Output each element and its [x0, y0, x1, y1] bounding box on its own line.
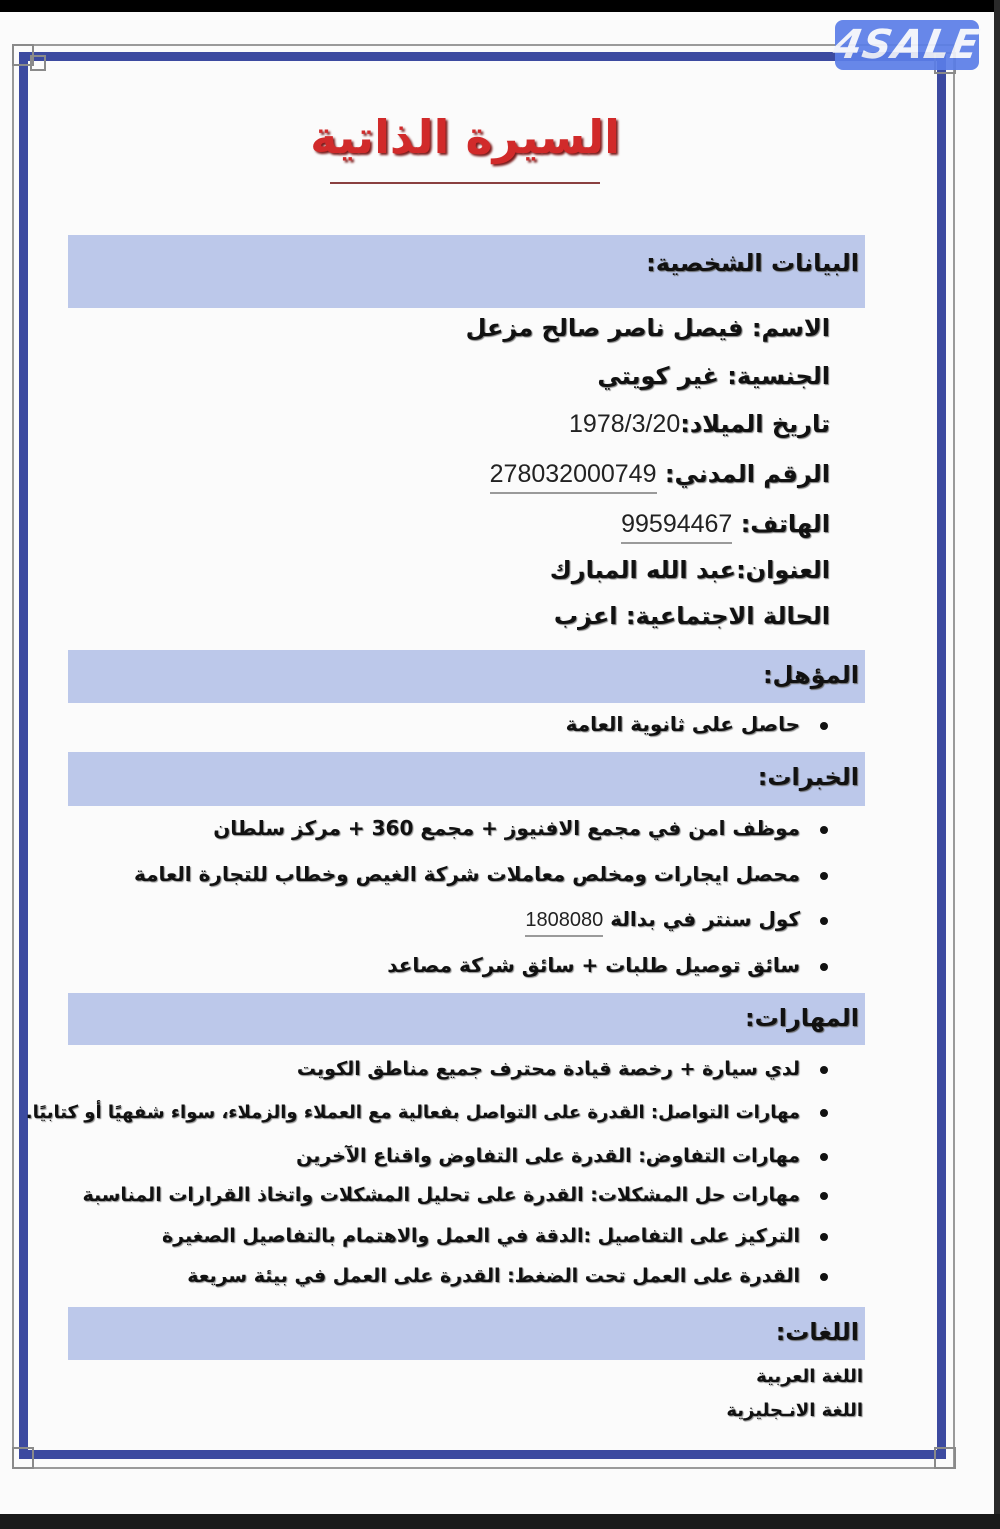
birthdate-label: تاريخ الميلاد:: [680, 410, 830, 438]
experience-item: محصل ايجارات ومخلص معاملات شركة الغيص وخطاب للتجارة العامة: [134, 862, 828, 886]
marital-value: اعزب: [553, 602, 618, 630]
section-band-personal: [68, 235, 865, 308]
name-value: فيصل ناصر صالح مزعل: [465, 314, 744, 342]
section-band-experience: [68, 752, 865, 806]
language-item: اللغة الانـجليزية: [726, 1400, 863, 1421]
skills-item: مهارات حل المشكلات: القدرة على تحليل المشكلات واتخاذ القرارات المناسبة: [82, 1184, 828, 1206]
document-title: السيرة الذاتية: [310, 110, 620, 164]
skills-item: لدي سيارة + رخصة قيادة محترف جميع مناطق الكويت: [297, 1058, 828, 1080]
skills-item: مهارات التواصل: القدرة على التواصل بفعالية مع العملاء والزملاء، سواء شفهيًا أو كتابيًا.: [26, 1102, 828, 1123]
experience-item: سائق توصيل طلبات + سائق شركة مصاعد: [387, 953, 828, 977]
bullet-icon: [820, 826, 828, 834]
corner-ornament-bottom-left: [12, 1447, 34, 1469]
bullet-icon: [820, 1233, 828, 1241]
section-heading-qualification: المؤهل:: [762, 661, 859, 689]
corner-ornament-top-left-inner: [30, 55, 46, 71]
4sale-watermark-logo: [830, 20, 984, 70]
skills-item: التركيز على التفاصيل :الدقة في العمل والاهتمام بالتفاصيل الصغيرة: [162, 1225, 828, 1247]
call-center-number: 1808080: [525, 909, 603, 937]
photo-top-edge: [0, 0, 1000, 12]
section-heading-experience: الخبرات:: [757, 763, 859, 791]
marital-label: الحالة الاجتماعية:: [625, 602, 830, 630]
bullet-icon: [820, 722, 828, 730]
address-label: العنوان:: [736, 556, 830, 584]
logo-text: 4SALE: [830, 22, 984, 68]
field-civil-id: [490, 460, 830, 489]
bullet-icon: [820, 1192, 828, 1200]
bullet-icon: [820, 1273, 828, 1281]
nationality-value: غير كويتي: [597, 362, 719, 390]
bullet-icon: [820, 1066, 828, 1074]
field-birthdate: [569, 410, 830, 439]
title-underline: [330, 182, 600, 184]
field-marital-status: [554, 602, 830, 630]
bullet-icon: [820, 1109, 828, 1117]
phone-value: 99594467: [621, 510, 732, 544]
corner-ornament-bottom-right: [934, 1447, 956, 1469]
birthdate-value: 1978/3/20: [569, 410, 681, 438]
bullet-icon: [820, 917, 828, 925]
nationality-label: الجنسية:: [727, 362, 830, 390]
language-item: اللغة العربية: [756, 1366, 863, 1387]
qualification-item: حاصل على ثانوية العامة: [566, 712, 828, 736]
field-nationality: [597, 362, 830, 390]
section-band-qualification: [68, 650, 865, 703]
name-label: الاسم:: [751, 314, 830, 342]
civil-id-value: 278032000749: [490, 460, 657, 494]
field-phone: [621, 510, 830, 539]
bullet-icon: [820, 1153, 828, 1161]
photo-bottom-edge: [0, 1514, 1000, 1529]
civil-id-label: الرقم المدني:: [664, 460, 830, 488]
bullet-icon: [820, 872, 828, 880]
section-heading-languages: اللغات:: [775, 1318, 859, 1346]
skills-item: مهارات التفاوض: القدرة على التفاوض واقناع الآخرين: [296, 1145, 828, 1167]
experience-item: موظف امن في مجمع الافنيوز + مجمع 360 + مركز سلطان: [213, 816, 828, 840]
photo-right-edge: [994, 0, 1000, 1529]
field-name: [466, 314, 830, 342]
phone-label: الهاتف:: [740, 510, 830, 538]
experience-item: كول سنتر في بدالة 1808080: [525, 907, 828, 932]
skills-item: القدرة على العمل تحت الضغط: القدرة على العمل في بيئة سريعة: [187, 1265, 828, 1287]
field-address: [550, 556, 830, 584]
section-band-skills: [68, 993, 865, 1045]
section-heading-skills: المهارات:: [745, 1004, 859, 1032]
bullet-icon: [820, 963, 828, 971]
section-heading-personal: البيانات الشخصية:: [646, 249, 859, 277]
address-value: عبد الله المبارك: [549, 556, 737, 584]
section-band-languages: [68, 1307, 865, 1360]
